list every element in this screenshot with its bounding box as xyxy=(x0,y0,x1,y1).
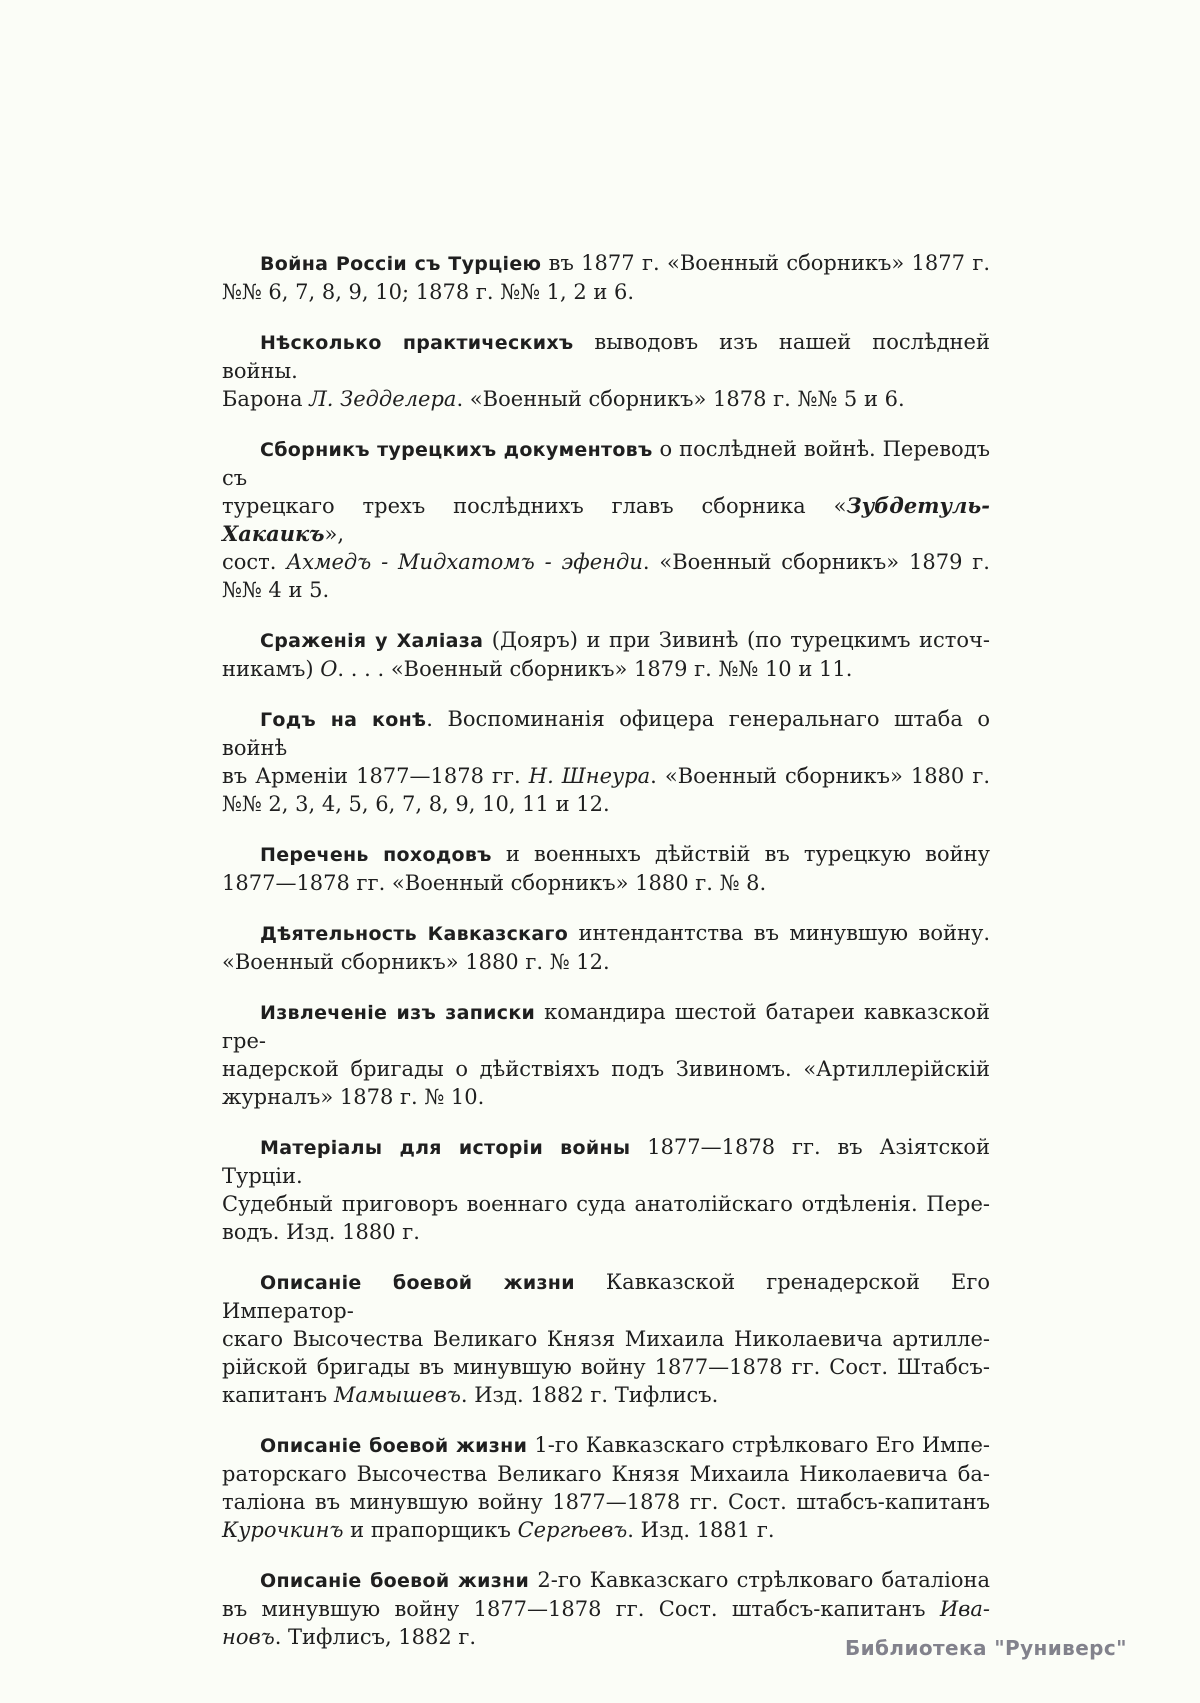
entry-title: Дѣятельность Кавказскаго xyxy=(260,923,569,945)
text-line xyxy=(222,435,990,492)
body-text: скаго Высочества Великаго Князя Михаила Николаевича артилле- xyxy=(222,1327,990,1351)
bibliography-entry xyxy=(222,705,990,818)
text-line xyxy=(222,278,990,306)
italic-name: Мамышевъ xyxy=(333,1383,461,1407)
entry-title: Описаніе боевой жизни xyxy=(260,1272,575,1294)
text-line xyxy=(222,1055,990,1083)
body-text: . «Военный сборникъ» 1879 г. xyxy=(642,550,990,574)
body-text: капитанъ xyxy=(222,1383,334,1407)
text-line xyxy=(222,869,990,897)
body-text: №№ 4 и 5. xyxy=(222,578,330,602)
body-text: въ минувшую войну 1877—1878 гг. Сост. штабсъ-капитанъ xyxy=(222,1597,940,1621)
body-text: . . . . «Военный сборникъ» 1879 г. №№ 10 и 11. xyxy=(337,657,853,681)
body-text: №№ 6, 7, 8, 9, 10; 1878 г. №№ 1, 2 и 6. xyxy=(222,280,635,304)
text-line xyxy=(222,328,990,385)
text-line xyxy=(222,249,990,278)
entry-title: Описаніе боевой жизни xyxy=(260,1570,530,1592)
text-line xyxy=(222,548,990,576)
entry-title: Извлеченіе изъ записки xyxy=(260,1002,536,1024)
bibliography-entry xyxy=(222,998,990,1111)
entry-title: Перечень походовъ xyxy=(260,844,492,866)
text-line xyxy=(222,1516,990,1544)
body-text: . «Военный сборникъ» 1880 г. xyxy=(650,764,990,788)
bibliography-entry xyxy=(222,840,990,897)
text-line xyxy=(222,1460,990,1488)
body-text: командира шестой батареи кавказской гре- xyxy=(222,1000,990,1053)
text-line xyxy=(222,385,990,413)
text-line xyxy=(222,1381,990,1409)
text-line xyxy=(222,1268,990,1325)
entry-title: Нѣсколько практическихъ xyxy=(260,332,574,354)
body-text: таліона въ минувшую войну 1877—1878 гг. Сост. штабсъ-капитанъ xyxy=(222,1490,990,1514)
text-line xyxy=(222,1353,990,1381)
bibliography-entry xyxy=(222,328,990,413)
entry-title: Описаніе боевой жизни xyxy=(260,1435,528,1457)
body-text: . Тифлисъ, 1882 г. xyxy=(274,1625,477,1649)
text-line xyxy=(222,1218,990,1246)
italic-name: Сергѣевъ xyxy=(517,1518,628,1542)
body-text: 1877—1878 гг. «Военный сборникъ» 1880 г. № 8. xyxy=(222,871,767,895)
body-text: въ 1877 г. «Военный сборникъ» 1877 г. xyxy=(541,251,990,275)
text-line xyxy=(222,1133,990,1190)
body-text: . Изд. 1882 г. Тифлисъ. xyxy=(460,1383,719,1407)
body-text: интендантства въ минувшую войну. xyxy=(568,921,990,945)
entry-title: Матеріалы для исторіи войны xyxy=(260,1137,631,1159)
body-text: 2-го Кавказскаго стрѣлковаго баталіона xyxy=(529,1568,990,1592)
bibliography-entry xyxy=(222,1133,990,1246)
italic-name: Курочкинъ xyxy=(222,1518,344,1542)
bibliography-list xyxy=(222,249,990,1651)
body-text: Кавказской гренадерской Его Император- xyxy=(222,1270,990,1323)
body-text: (Дояръ) и при Зивинѣ (по турецкимъ источ- xyxy=(483,628,990,652)
body-text: турецкаго трехъ послѣднихъ главъ сборника « xyxy=(222,494,847,518)
italic-name: новъ xyxy=(222,1625,275,1649)
body-text: выводовъ изъ нашей послѣдней войны. xyxy=(222,330,990,383)
bibliography-entry xyxy=(222,1431,990,1544)
body-text: сост. xyxy=(222,550,287,574)
bibliography-entry xyxy=(222,919,990,976)
text-line xyxy=(222,576,990,604)
body-text: «Военный сборникъ» 1880 г. № 12. xyxy=(222,950,610,974)
body-text: 1877—1878 гг. въ Азіятской Турціи. xyxy=(222,1135,990,1188)
entry-title: Сраженія у Халіаза xyxy=(260,630,484,652)
italic-name: Н. Шнеура xyxy=(528,764,651,788)
body-text: . Изд. 1881 г. xyxy=(627,1518,775,1542)
italic-name: О xyxy=(320,657,338,681)
text-line xyxy=(222,1190,990,1218)
bibliography-entry xyxy=(222,626,990,683)
body-text: журналъ» 1878 г. № 10. xyxy=(222,1085,485,1109)
text-line xyxy=(222,1566,990,1595)
body-text: раторскаго Высочества Великаго Князя Михаила Николаевича ба- xyxy=(222,1462,990,1486)
body-text: Судебный приговоръ военнаго суда анатолійскаго отдѣленія. Пере- xyxy=(222,1192,990,1216)
italic-name: Л. Зедделера xyxy=(309,387,457,411)
body-text: №№ 2, 3, 4, 5, 6, 7, 8, 9, 10, 11 и 12. xyxy=(222,792,610,816)
text-line xyxy=(222,840,990,869)
bibliography-entry xyxy=(222,1268,990,1409)
text-line xyxy=(222,1325,990,1353)
watermark-label: Библиотека "Руниверс" xyxy=(845,1636,1127,1660)
text-line xyxy=(222,998,990,1055)
bibliography-entry xyxy=(222,249,990,306)
italic-title: Зубдетуль-Хакаикъ xyxy=(222,493,990,546)
text-line xyxy=(222,492,990,548)
text-line xyxy=(222,919,990,948)
text-line xyxy=(222,948,990,976)
body-text: и прапорщикъ xyxy=(343,1518,518,1542)
text-line xyxy=(222,1083,990,1111)
text-line xyxy=(222,762,990,790)
body-text: о послѣдней войнѣ. Переводъ съ xyxy=(222,437,990,490)
text-line xyxy=(222,1431,990,1460)
entry-title: Сборникъ турецкихъ документовъ xyxy=(260,439,653,461)
text-line xyxy=(222,790,990,818)
italic-name: Ива- xyxy=(939,1597,990,1621)
body-text: Барона xyxy=(222,387,310,411)
body-text: », xyxy=(324,522,344,546)
text-line xyxy=(222,1595,990,1623)
text-line xyxy=(222,655,990,683)
body-text: рійской бригады въ минувшую войну 1877—1878 гг. Сост. Штабсъ- xyxy=(222,1355,990,1379)
body-text: въ Арменіи 1877—1878 гг. xyxy=(222,764,529,788)
body-text: надерской бригады о дѣйствіяхъ подъ Зивиномъ. «Артиллерійскій xyxy=(222,1057,990,1081)
body-text: никамъ) xyxy=(222,657,321,681)
body-text: . «Военный сборникъ» 1878 г. №№ 5 и 6. xyxy=(456,387,905,411)
entry-title: Война Россіи съ Турціею xyxy=(260,253,542,275)
italic-name: Ахмедъ - Мидхатомъ - эфенди xyxy=(286,550,643,574)
entry-title: Годъ на конѣ xyxy=(260,709,427,731)
body-text: 1-го Кавказскаго стрѣлковаго Его Импе- xyxy=(527,1433,991,1457)
body-text: водъ. Изд. 1880 г. xyxy=(222,1220,420,1244)
text-line xyxy=(222,1488,990,1516)
body-text: . Воспоминанія офицера генеральнаго штаба о войнѣ xyxy=(222,707,990,760)
body-text: и военныхъ дѣйствій въ турецкую войну xyxy=(491,842,990,866)
bibliography-entry xyxy=(222,435,990,604)
text-line xyxy=(222,705,990,762)
text-line xyxy=(222,626,990,655)
